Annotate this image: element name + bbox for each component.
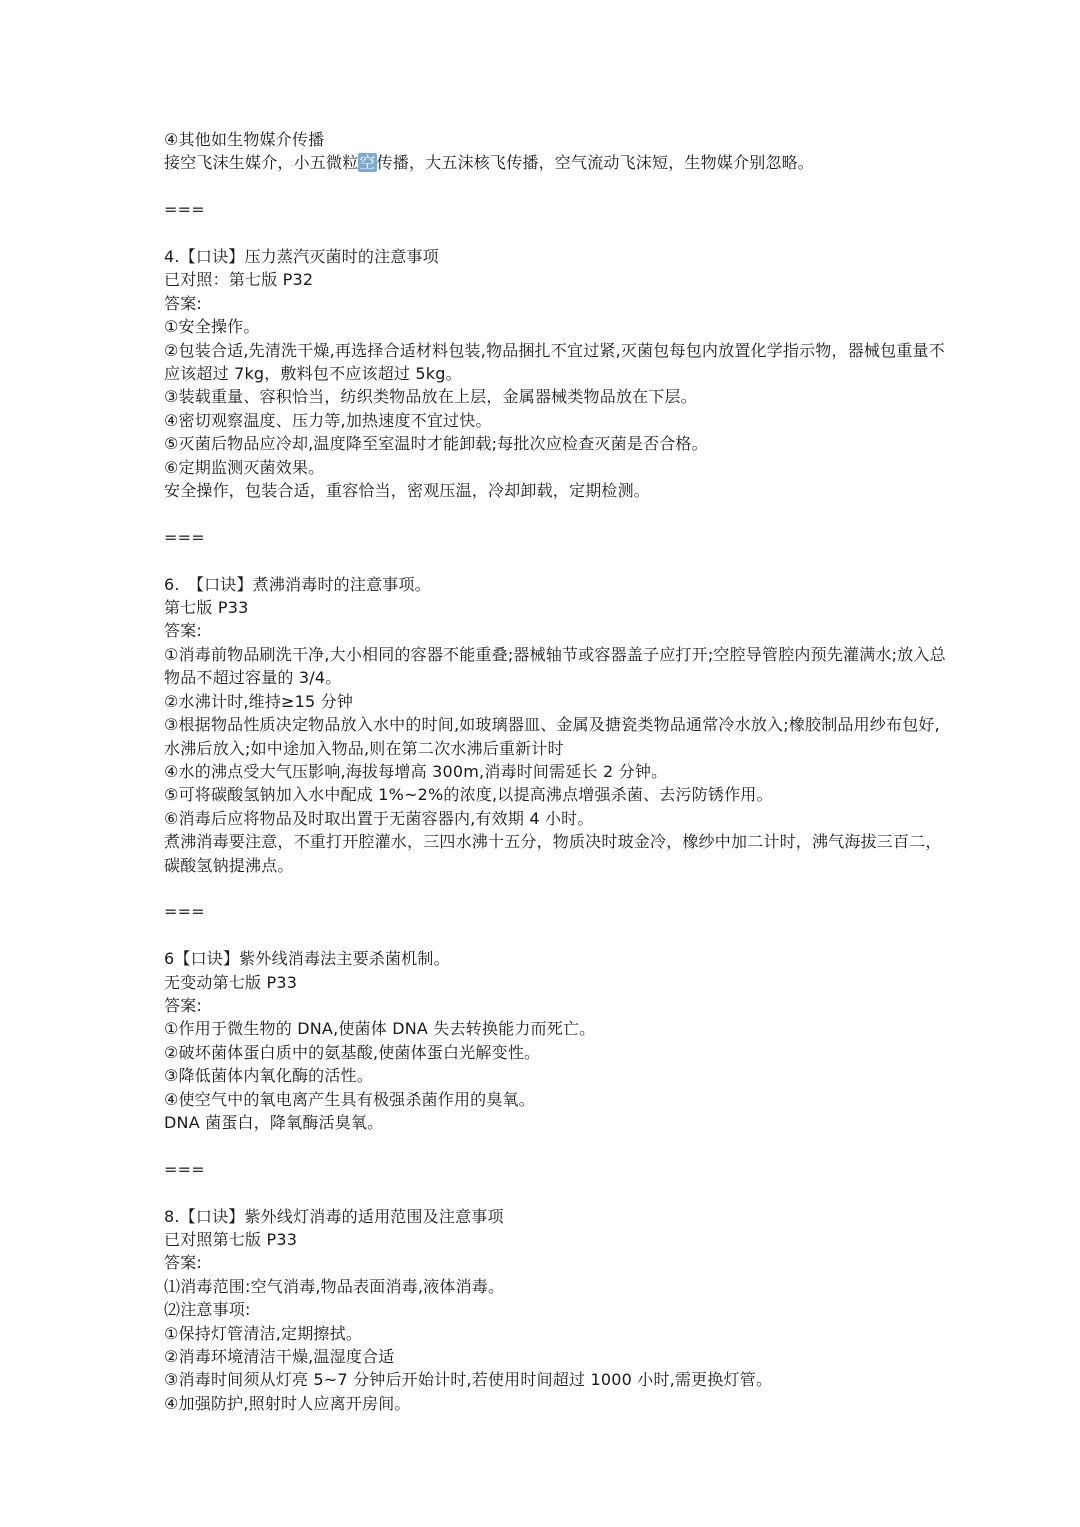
answer-line: ⑵注意事项:	[164, 1300, 251, 1320]
section-reference: 无变动第七版 P33	[164, 972, 298, 992]
section-block	[164, 947, 954, 1134]
section-mnemonic: 安全操作，包装合适，重容恰当，密观压温，冷却卸载，定期检测。	[164, 481, 651, 501]
intro-mnemonic-after: 传播，大五沫核飞传播，空气流动飞沫短，生物媒介别忽略。	[376, 153, 815, 173]
answer-line: ⑤灭菌后物品应冷却,温度降至室温时才能卸载;每批次应检查灭菌是否合格。	[164, 434, 708, 454]
answer-label: 答案:	[164, 995, 202, 1015]
section-title: 8.【口诀】紫外线灯消毒的适用范围及注意事项	[164, 1206, 504, 1226]
section-title: 6【口诀】紫外线消毒法主要杀菌机制。	[164, 949, 450, 969]
answer-line: ①消毒前物品刷洗干净,大小相同的容器不能重叠;器械轴节或容器盖子应打开;空腔导管腔内预先灌满水;放入总物品不超过容量的 3/4。	[164, 644, 946, 688]
answer-line: ⑥定期监测灭菌效果。	[164, 457, 325, 477]
sections-container	[164, 175, 954, 1415]
answer-line: ⑤可将碳酸氢钠加入水中配成 1%~2%的浓度,以提高沸点增强杀菌、去污防锈作用。	[164, 785, 773, 805]
answer-label: 答案:	[164, 293, 202, 313]
blank-line	[164, 877, 954, 900]
section-separator: ===	[164, 902, 205, 922]
document-body	[164, 128, 954, 1415]
answer-line: ④使空气中的氧电离产生具有极强杀菌作用的臭氧。	[164, 1089, 535, 1109]
answer-line: ⑴消毒范围:空气消毒,物品表面消毒,液体消毒。	[164, 1276, 505, 1296]
section-mnemonic: DNA 菌蛋白，降氧酶活臭氧。	[164, 1112, 384, 1132]
answer-label: 答案:	[164, 1253, 202, 1273]
answer-line: ④水的沸点受大气压影响,海拔每增高 300m,消毒时间需延长 2 分钟。	[164, 761, 668, 781]
blank-line	[164, 549, 954, 572]
blank-line	[164, 924, 954, 947]
answer-line: ④加强防护,照射时人应离开房间。	[164, 1393, 411, 1413]
blank-line	[164, 222, 954, 245]
highlighted-character: 空	[359, 153, 376, 173]
answer-line: ②包装合适,先清洗干燥,再选择合适材料包装,物品捆扎不宜过紧,灭菌包每包内放置化学指示物，器械包重量不应该超过 7kg，敷料包不应该超过 5kg。	[164, 340, 945, 384]
section-reference: 第七版 P33	[164, 598, 249, 618]
answer-line: ⑥消毒后应将物品及时取出置于无菌容器内,有效期 4 小时。	[164, 808, 594, 828]
answer-line: ④密切观察温度、压力等,加热速度不宜过快。	[164, 410, 492, 430]
answer-line: ①保持灯管清洁,定期擦拭。	[164, 1323, 363, 1343]
section-block	[164, 1205, 954, 1416]
blank-line	[164, 502, 954, 525]
section-mnemonic: 煮沸消毒要注意，不重打开腔灌水，三四水沸十五分，物质决时玻金冷，橡纱中加二计时，沸气海拔三百二，碳酸氢钠提沸点。	[164, 832, 942, 875]
section-reference: 已对照：第七版 P32	[164, 270, 314, 290]
intro-mnemonic-before: 接空飞沫生媒介，小五微粒	[164, 153, 359, 173]
intro-mnemonic	[164, 151, 954, 174]
intro-block	[164, 128, 954, 175]
section-reference: 已对照第七版 P33	[164, 1229, 298, 1249]
section-block	[164, 245, 954, 502]
answer-line: ②消毒环境清洁干燥,温湿度合适	[164, 1347, 395, 1366]
answer-line: ①作用于微生物的 DNA,使菌体 DNA 失去转换能力而死亡。	[164, 1019, 596, 1039]
intro-heading: ④其他如生物媒介传播	[164, 130, 325, 149]
blank-line	[164, 175, 954, 198]
section-block	[164, 573, 954, 877]
answer-line: ③装载重量、容积恰当，纺织类物品放在上层，金属器械类物品放在下层。	[164, 387, 697, 407]
answer-line: ③降低菌体内氧化酶的活性。	[164, 1066, 373, 1086]
answer-line: ②破坏菌体蛋白质中的氨基酸,使菌体蛋白光解变性。	[164, 1042, 541, 1062]
answer-line: ③根据物品性质决定物品放入水中的时间,如玻璃器皿、金属及搪瓷类物品通常冷水放入;橡胶制品用纱布包好,水沸后放入;如中途加入物品,则在第二次水沸后重新计时	[164, 715, 940, 758]
answer-line: ①安全操作。	[164, 317, 260, 337]
section-separator: ===	[164, 527, 205, 547]
blank-line	[164, 1134, 954, 1157]
section-title: 6. 【口诀】煮沸消毒时的注意事项。	[164, 574, 431, 594]
blank-line	[164, 1181, 954, 1204]
section-title: 4.【口诀】压力蒸汽灭菌时的注意事项	[164, 247, 439, 266]
section-separator: ===	[164, 1159, 205, 1179]
answer-line: ②水沸计时,维持≥15 分钟	[164, 691, 354, 711]
answer-line: ③消毒时间须从灯亮 5~7 分钟后开始计时,若使用时间超过 1000 小时,需更换灯管。	[164, 1370, 773, 1390]
answer-label: 答案:	[164, 621, 202, 641]
section-separator: ===	[164, 200, 205, 220]
